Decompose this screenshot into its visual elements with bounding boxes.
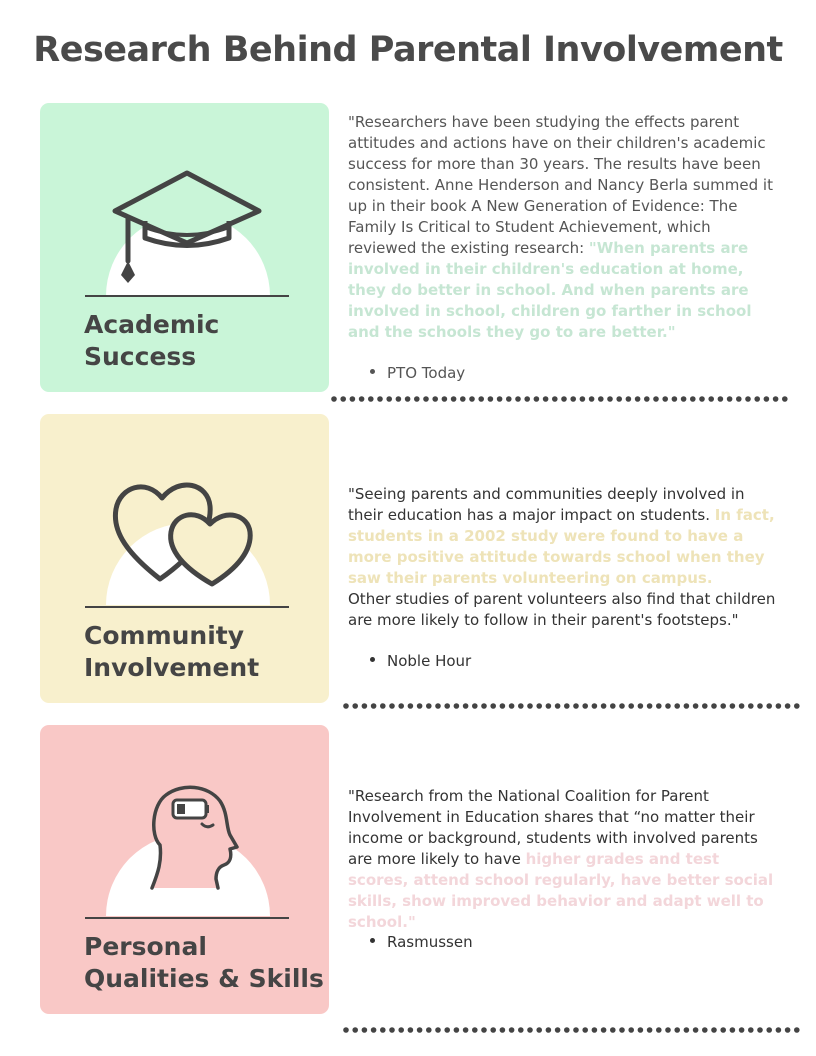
separator-dot [398,703,404,709]
separator-dot [380,703,386,709]
separator-dot [398,1027,404,1033]
separator-dot [552,396,558,402]
bullet-icon [370,657,375,662]
separator-dot [359,396,365,402]
divider [85,295,289,297]
quote-text: Other studies of parent volunteers also find that children are more likely to follow in their parent's footsteps." [348,590,776,629]
separator-dot [350,396,356,402]
separator-dot [653,396,659,402]
section-label-line: Academic [84,310,220,339]
separator-dot [500,1027,506,1033]
separator-dot [414,396,420,402]
quote-highlight: In fact, students in a 2002 study were found to have a more positive attitude towards school when they saw their parents volunteering on campus. [348,506,775,587]
separator-dot [773,396,779,402]
separator-dot [592,703,598,709]
separator-dot [628,1027,634,1033]
quote-text: "Researchers have been studying the effects parent attitudes and actions have on their children's academic success for more than 30 years. The results have been consistent. Anne Henderson and Nancy Berla summed it up in their book A New Generation of Evidence: The Family Is Critical to Student Achievement, which reviewed the existing research: [348,113,773,257]
separator-dot [582,703,588,709]
separator-dot [601,703,607,709]
separator-dot [454,1027,460,1033]
personal-qualities-card [40,725,329,1014]
separator-dot [555,1027,561,1033]
separator-dot [555,703,561,709]
separator-dot [610,1027,616,1033]
separator-dot [665,1027,671,1033]
section-label-line: Involvement [84,653,260,682]
separator-dot [527,703,533,709]
separator-dot [757,1027,763,1033]
community-involvement-card [40,414,329,703]
source-label: Rasmussen [387,933,473,951]
academic-success-card [40,103,329,392]
separator-dot [527,1027,533,1033]
separator-dot [509,703,515,709]
section-label-line: Success [84,342,197,371]
separator-dot [702,1027,708,1033]
separator-dot [601,1027,607,1033]
separator-dot [785,703,791,709]
separator-dot [368,396,374,402]
separator-dot [711,1027,717,1033]
separator-dot [534,396,540,402]
separator-dot [362,1027,368,1033]
separator-dot [782,396,788,402]
quote-highlight: higher grades and test scores, attend school regularly, have better social skills, show improved behavior and adapt well to school." [348,850,774,931]
separator-dot [665,703,671,709]
quote-text: "Seeing parents and communities deeply involved in their education has a major impact on students. [348,485,745,524]
separator-dot [690,396,696,402]
separator-dot [371,703,377,709]
separator-dot [423,396,429,402]
separator-dot [518,1027,524,1033]
separator-dot [417,1027,423,1033]
separator-dot [463,703,469,709]
separator-dot [699,396,705,402]
separator-dot [748,703,754,709]
separator-dot [647,703,653,709]
separator-dot [619,703,625,709]
separator-dot [352,703,358,709]
separator-dot [776,1027,782,1033]
separator-dot [766,703,772,709]
separator-dot [638,703,644,709]
separator-dot [417,703,423,709]
separator-dot [635,396,641,402]
separator-dot [619,1027,625,1033]
separator-dot [469,396,475,402]
academic-success-quote [348,112,778,343]
separator-dot [730,703,736,709]
separator-dot [343,703,349,709]
quote-text: "Research from the National Coalition for Parent Involvement in Education shares that “no matter their income or background, students with involved parents are more likely to have [348,787,758,868]
separator-dot [785,1027,791,1033]
separator-dot [509,1027,515,1033]
separator-dot [711,703,717,709]
separator-dot [662,396,668,402]
separator-dot [674,1027,680,1033]
separator-dot [745,396,751,402]
personal-qualities-quote [348,786,778,933]
separator-dot [460,396,466,402]
dotted-separator [342,702,806,710]
separator-dot [672,396,678,402]
separator-dot [638,1027,644,1033]
two-hearts-icon [40,414,329,614]
separator-dot [684,703,690,709]
separator-dot [435,1027,441,1033]
source-item [370,933,473,951]
dotted-separator [342,1026,806,1034]
separator-dot [757,703,763,709]
dotted-separator [330,395,796,403]
page-title: Research Behind Parental Involvement [33,30,783,70]
separator-dot [720,1027,726,1033]
separator-dot [589,396,595,402]
separator-dot [766,1027,772,1033]
separator-dot [405,396,411,402]
separator-dot [647,1027,653,1033]
separator-dot [573,1027,579,1033]
separator-dot [546,703,552,709]
separator-dot [444,703,450,709]
section-label [84,309,324,373]
separator-dot [736,396,742,402]
separator-dot [536,1027,542,1033]
separator-dot [343,1027,349,1033]
separator-dot [408,1027,414,1033]
separator-dot [656,1027,662,1033]
separator-dot [396,396,402,402]
separator-dot [377,396,383,402]
source-item [370,652,471,670]
separator-dot [451,396,457,402]
bullet-icon [370,369,375,374]
separator-dot [674,703,680,709]
section-label-line: Personal [84,932,207,961]
separator-dot [564,1027,570,1033]
separator-dot [463,1027,469,1033]
separator-dot [389,703,395,709]
separator-dot [472,1027,478,1033]
separator-dot [754,396,760,402]
separator-dot [515,396,521,402]
separator-dot [331,396,337,402]
separator-dot [693,1027,699,1033]
separator-dot [598,396,604,402]
separator-dot [386,396,392,402]
separator-dot [693,703,699,709]
separator-dot [730,1027,736,1033]
separator-dot [500,703,506,709]
source-item [370,364,465,382]
separator-dot [408,703,414,709]
separator-dot [564,703,570,709]
separator-dot [681,396,687,402]
separator-dot [607,396,613,402]
section-label-line: Community [84,621,245,650]
divider [85,917,289,919]
section-label [84,931,324,995]
separator-dot [626,396,632,402]
separator-dot [684,1027,690,1033]
separator-dot [610,703,616,709]
divider [85,606,289,608]
separator-dot [536,703,542,709]
separator-dot [380,1027,386,1033]
quote-highlight: "When parents are involved in their children's education at home, they do better in school. And when parents are involved in school, children go farther in school and the schools they go to are better." [348,239,752,341]
separator-dot [720,703,726,709]
separator-dot [592,1027,598,1033]
separator-dot [702,703,708,709]
graduation-cap-icon [40,103,329,303]
separator-dot [481,1027,487,1033]
section-label-line: Qualities & Skills [84,964,324,993]
bullet-icon [370,938,375,943]
separator-dot [764,396,770,402]
separator-dot [718,396,724,402]
separator-dot [739,1027,745,1033]
separator-dot [444,1027,450,1033]
separator-dot [546,1027,552,1033]
separator-dot [582,1027,588,1033]
separator-dot [644,396,650,402]
separator-dot [518,703,524,709]
separator-dot [442,396,448,402]
separator-dot [371,1027,377,1033]
separator-dot [727,396,733,402]
separator-dot [340,396,346,402]
separator-dot [352,1027,358,1033]
source-label: PTO Today [387,364,466,382]
separator-dot [628,703,634,709]
separator-dot [389,1027,395,1033]
separator-dot [524,396,530,402]
separator-dot [656,703,662,709]
separator-dot [616,396,622,402]
head-battery-icon [40,725,329,925]
separator-dot [490,1027,496,1033]
separator-dot [435,703,441,709]
separator-dot [490,703,496,709]
source-label: Noble Hour [387,652,472,670]
separator-dot [561,396,567,402]
separator-dot [794,703,800,709]
separator-dot [794,1027,800,1033]
separator-dot [776,703,782,709]
separator-dot [573,703,579,709]
separator-dot [432,396,438,402]
separator-dot [506,396,512,402]
separator-dot [580,396,586,402]
section-label [84,620,324,684]
separator-dot [472,703,478,709]
separator-dot [362,703,368,709]
separator-dot [426,1027,432,1033]
separator-dot [497,396,503,402]
separator-dot [708,396,714,402]
separator-dot [481,703,487,709]
separator-dot [570,396,576,402]
separator-dot [748,1027,754,1033]
separator-dot [426,703,432,709]
separator-dot [543,396,549,402]
separator-dot [454,703,460,709]
community-involvement-quote [348,484,778,631]
separator-dot [478,396,484,402]
separator-dot [739,703,745,709]
separator-dot [488,396,494,402]
